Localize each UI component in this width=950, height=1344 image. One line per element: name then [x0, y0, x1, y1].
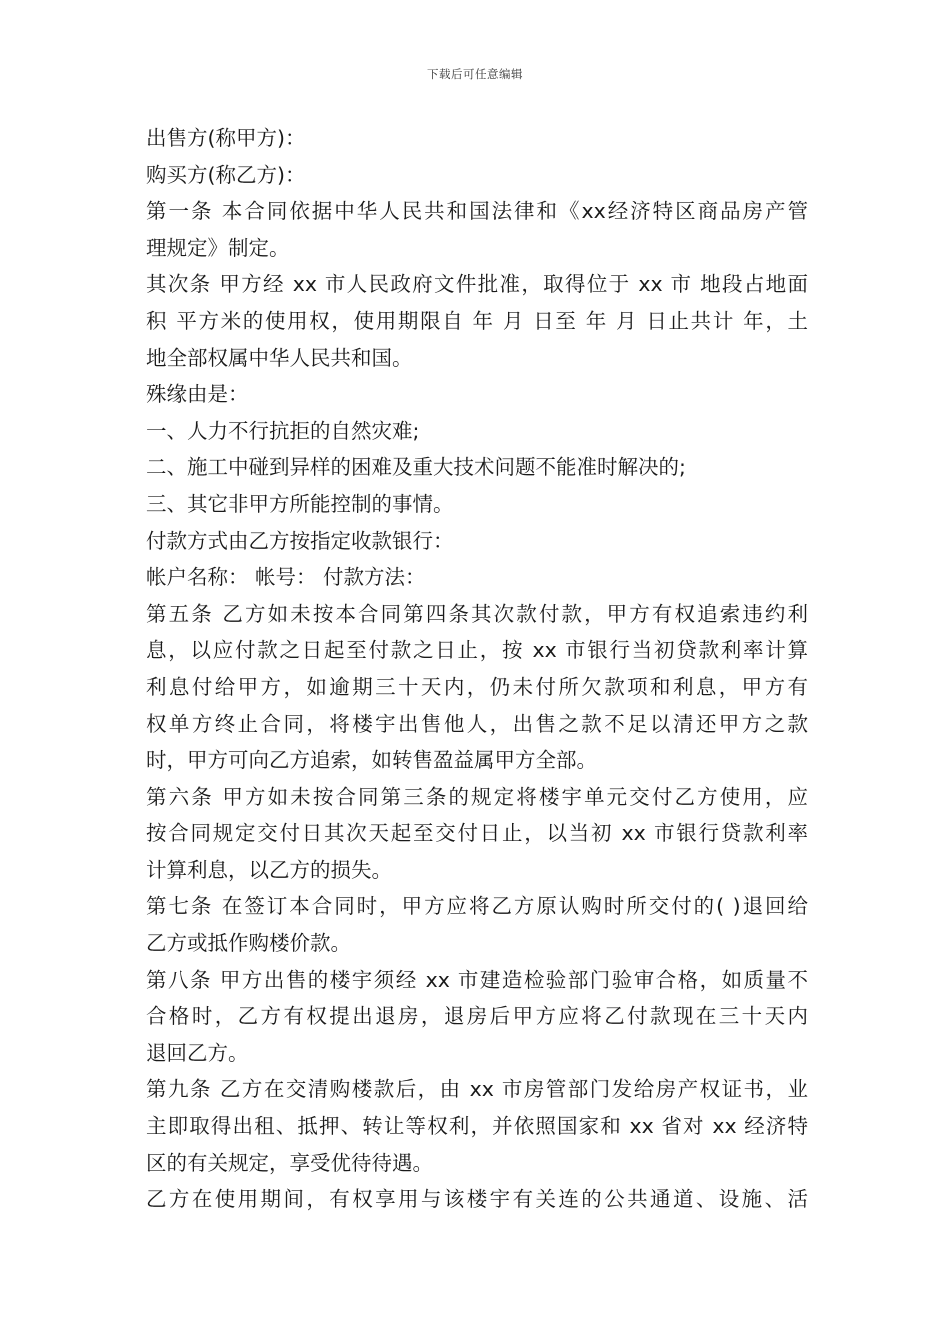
text-line: 乙方在使用期间，有权享用与该楼宇有关连的公共通道、设施、活: [146, 1187, 808, 1212]
text-line: 时，甲方可向乙方追索，如转售盈益属甲方全部。: [146, 748, 597, 773]
text-line: 付款方式由乙方按指定收款银行：: [146, 528, 454, 553]
page-header-note: 下载后可任意编辑: [427, 67, 523, 81]
text-line: 合格时，乙方有权提出退房，退房后甲方应将乙付款现在三十天内: [146, 1004, 808, 1029]
text-line: 息，以应付款之日起至付款之日止，按 xx 市银行当初贷款利率计算: [146, 638, 808, 663]
text-line: 第五条 乙方如未按本合同第四条其次款付款，甲方有权追索违约利: [146, 601, 808, 626]
text-line: 三、其它非甲方所能控制的事情。: [146, 491, 454, 516]
text-line: 区的有关规定，享受优待待遇。: [146, 1150, 433, 1175]
text-line: 第八条 甲方出售的楼宇须经 xx 市建造检验部门验审合格，如质量不: [146, 967, 808, 992]
text-line: 第六条 甲方如未按合同第三条的规定将楼宇单元交付乙方使用，应: [146, 784, 808, 809]
text-line: 利息付给甲方，如逾期三十天内，仍未付所欠款项和利息，甲方有: [146, 674, 808, 699]
text-line: 地全部权属中华人民共和国。: [146, 345, 413, 370]
text-line: 殊缘由是：: [146, 382, 249, 407]
text-line: 按合同规定交付日其次天起至交付日止，以当初 xx 市银行贷款利率: [146, 821, 808, 846]
text-line: 第九条 乙方在交清购楼款后，由 xx 市房管部门发给房产权证书，业: [146, 1077, 808, 1102]
text-line: 理规定》制定。: [146, 235, 290, 260]
text-line: 购买方(称乙方)：: [146, 162, 306, 187]
text-line: 出售方(称甲方)：: [146, 126, 306, 150]
text-line: 第七条 在签订本合同时，甲方应将乙方原认购时所交付的( )退回给: [146, 894, 808, 919]
contract-body: [146, 120, 808, 1218]
text-line: 第一条 本合同依据中华人民共和国法律和《xx经济特区商品房产管: [146, 199, 808, 224]
text-line: 二、施工中碰到异样的困难及重大技术问题不能准时解决的;: [146, 455, 686, 480]
text-line: 积 平方米的使用权，使用期限自 年 月 日至 年 月 日止共计 年，土: [146, 308, 808, 333]
text-line: 计算利息，以乙方的损失。: [146, 857, 392, 882]
text-line: 乙方或抵作购楼价款。: [146, 931, 351, 956]
text-line: 帐户名称： 帐号： 付款方法：: [146, 565, 426, 590]
text-line: 一、人力不行抗拒的自然灾难;: [146, 418, 420, 443]
text-line: 其次条 甲方经 xx 市人民政府文件批准，取得位于 xx 市 地段占地面: [146, 272, 808, 297]
text-line: 退回乙方。: [146, 1040, 249, 1065]
text-line: 权单方终止合同，将楼宇出售他人，出售之款不足以清还甲方之款: [146, 711, 808, 736]
text-line: 主即取得出租、抵押、转让等权利，并依照国家和 xx 省对 xx 经济特: [146, 1114, 808, 1139]
